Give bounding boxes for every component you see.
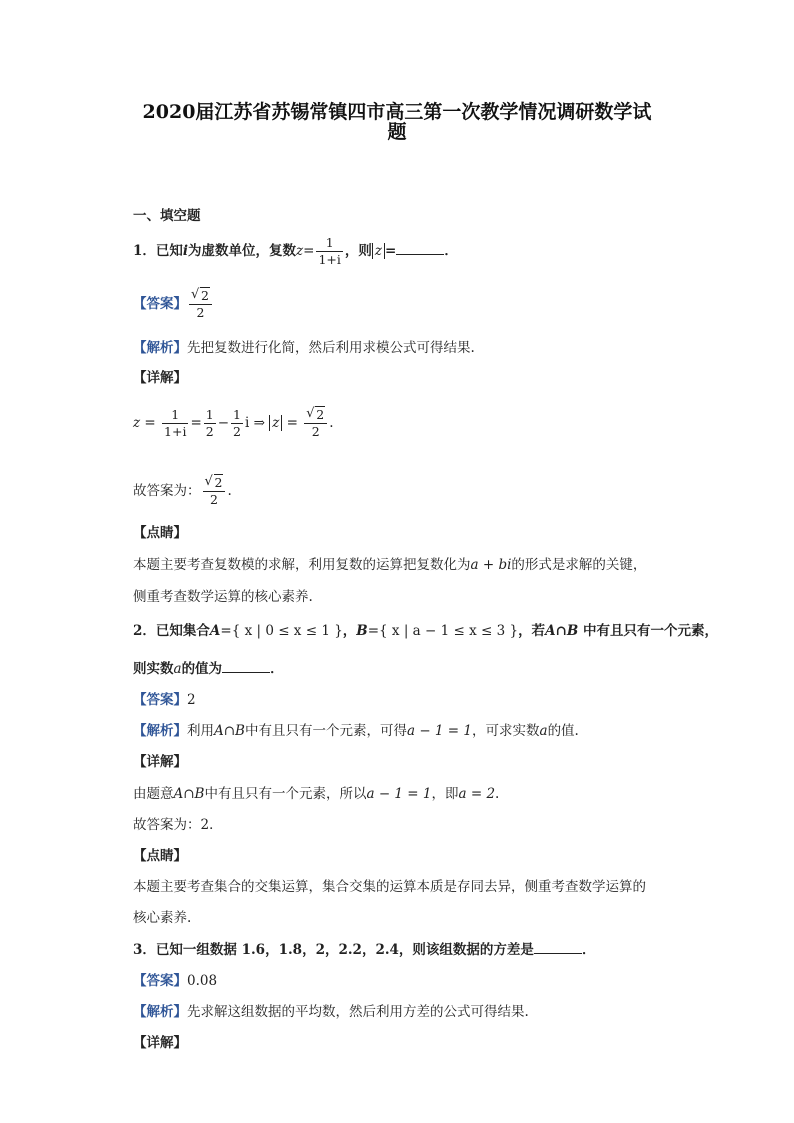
document-title-line1: 2020届江苏省苏锡常镇四市高三第一次教学情况调研数学试 bbox=[142, 101, 652, 123]
q1-fraction: $\frac{1}{1+i}$ bbox=[318, 235, 341, 267]
question-3: 3．已知一组数据 1.6，1.8，2，2.2，2.4，则该组数据的方差是 ． bbox=[133, 942, 596, 958]
question-2-line2: 则实数a的值为 ． bbox=[133, 661, 284, 677]
question-2-line1: 2．已知集合A={ x | 0 ≤ x ≤ 1 }，B={ x | a − 1 ≤ x ≤ 3 }，若A∩B 中有且只有一个元素， bbox=[133, 623, 718, 639]
q1-detail-tag: 【详解】 bbox=[133, 370, 187, 386]
analysis-tag: 【解析】 bbox=[133, 340, 187, 356]
q3-detail-tag: 【详解】 bbox=[133, 1035, 187, 1051]
q1-answer: 【答案】 √ $\frac{2}{2}$ bbox=[133, 288, 214, 321]
answer-blank bbox=[396, 242, 444, 255]
q3-analysis: 【解析】先求解这组数据的平均数，然后利用方差的公式可得结果. bbox=[133, 1004, 529, 1020]
q1-point-line2: 侧重考查数学运算的核心素养. bbox=[133, 589, 313, 605]
question-1: 1．已知i为虚数单位，复数z= $\frac{1}{1+i}$ ，则 z = ． bbox=[133, 235, 458, 267]
q1-analysis: 【解析】先把复数进行化简，然后利用求模公式可得结果. bbox=[133, 340, 475, 356]
answer-blank bbox=[534, 941, 582, 954]
q2-point-line1: 本题主要考查集合的交集运算，集合交集的运算本质是存同去异，侧重考查数学运算的 bbox=[133, 879, 646, 895]
q2-analysis: 【解析】利用A∩B中有且只有一个元素，可得a − 1 = 1，可求实数a的值. bbox=[133, 723, 579, 739]
answer-tag: 【答案】 bbox=[133, 296, 187, 312]
q2-detail: 由题意A∩B中有且只有一个元素，所以a − 1 = 1，即a = 2. bbox=[133, 786, 500, 802]
q1-conclusion: 故答案为： √ $\frac{2}{2}$ . bbox=[133, 475, 232, 508]
q2-point-line2: 核心素养. bbox=[133, 910, 192, 926]
q3-answer: 【答案】0.08 bbox=[133, 973, 218, 989]
q1-detail-formula: z = $\frac{1}{1+i}$ = $\frac{1}{2}$ − $\frac{1}{2}$ i ⇒ z = √ $\frac{2}{2}$ . bbox=[133, 407, 334, 440]
document-title-line2: 题 bbox=[387, 121, 407, 143]
q1-point-tag: 【点睛】 bbox=[133, 525, 187, 541]
q2-point-tag: 【点睛】 bbox=[133, 848, 187, 864]
answer-blank bbox=[222, 660, 270, 673]
q2-answer: 【答案】2 bbox=[133, 692, 196, 708]
section-heading: 一、填空题 bbox=[133, 208, 201, 224]
q2-detail-tag: 【详解】 bbox=[133, 754, 187, 770]
q1-point-line1: 本题主要考查复数模的求解，利用复数的运算把复数化为a + bi的形式是求解的关键， bbox=[133, 557, 647, 573]
q2-conclusion: 故答案为：2． bbox=[133, 817, 223, 833]
